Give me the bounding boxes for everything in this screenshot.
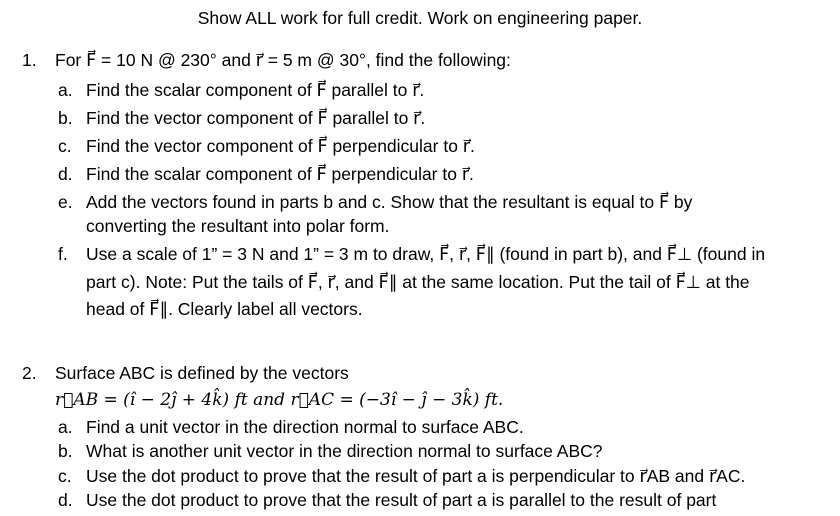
- problem-2a-label: a.: [58, 417, 73, 437]
- problem-2c-label: c.: [58, 466, 72, 486]
- problem-1e-text-line-2: converting the resultant into polar form.: [86, 216, 390, 236]
- problem-1-intro: For F⃗ = 10 N @ 230° and r⃗ = 5 m @ 30°, find the following:: [55, 50, 511, 70]
- problem-1f-text-line-2: part c). Note: Put the tails of F⃗, r⃗, and F⃗∥ at the same location. Put the tail of F⃗⊥ at the: [86, 272, 750, 292]
- problem-1d-text: Find the scalar component of F⃗ perpendicular to r⃗.: [86, 164, 474, 184]
- problem-1a-text: Find the scalar component of F⃗ parallel to r⃗.: [86, 80, 425, 100]
- problem-1c-text: Find the vector component of F⃗ perpendicular to r⃗.: [86, 136, 475, 156]
- problem-1f-text-line-1: Use a scale of 1” = 3 N and 1” = 3 m to draw, F⃗, r⃗, F⃗∥ (found in part b), and F⃗⊥ (found in: [86, 244, 766, 264]
- problem-2-number: 2.: [22, 363, 37, 383]
- problem-2c-text: Use the dot product to prove that the result of part a is perpendicular to r⃗AB and r⃗AC.: [86, 466, 746, 486]
- problem-2b-text: What is another unit vector in the direction normal to surface ABC?: [86, 441, 603, 461]
- problem-2b-label: b.: [58, 441, 73, 461]
- problem-2a-text: Find a unit vector in the direction normal to surface ABC.: [86, 417, 524, 437]
- problem-2-vector-definitions: r⃗AB = (î − 2ĵ + 4k̂) ft and r⃗AC = (−3î − ĵ − 3k̂) ft.: [55, 390, 504, 410]
- problem-1f-label: f.: [58, 244, 68, 264]
- problem-1c-label: c.: [58, 136, 72, 156]
- problem-1b-text: Find the vector component of F⃗ parallel to r⃗.: [86, 108, 426, 128]
- problem-1b-label: b.: [58, 108, 73, 128]
- problem-1a-label: a.: [58, 80, 73, 100]
- problem-1-number: 1.: [22, 50, 37, 70]
- instruction-header: Show ALL work for full credit. Work on engineering paper.: [197, 8, 643, 28]
- problem-2d-label: d.: [58, 490, 73, 510]
- problem-1e-text-line-1: Add the vectors found in parts b and c. Show that the resultant is equal to F⃗ by: [86, 192, 693, 212]
- problem-1d-label: d.: [58, 164, 73, 184]
- problem-1e-label: e.: [58, 192, 73, 212]
- problem-2-intro: Surface ABC is defined by the vectors: [55, 363, 349, 383]
- problem-2d-text: Use the dot product to prove that the result of part a is parallel to the result of part: [86, 490, 717, 510]
- problem-1f-text-line-3: head of F⃗∥. Clearly label all vectors.: [86, 299, 363, 319]
